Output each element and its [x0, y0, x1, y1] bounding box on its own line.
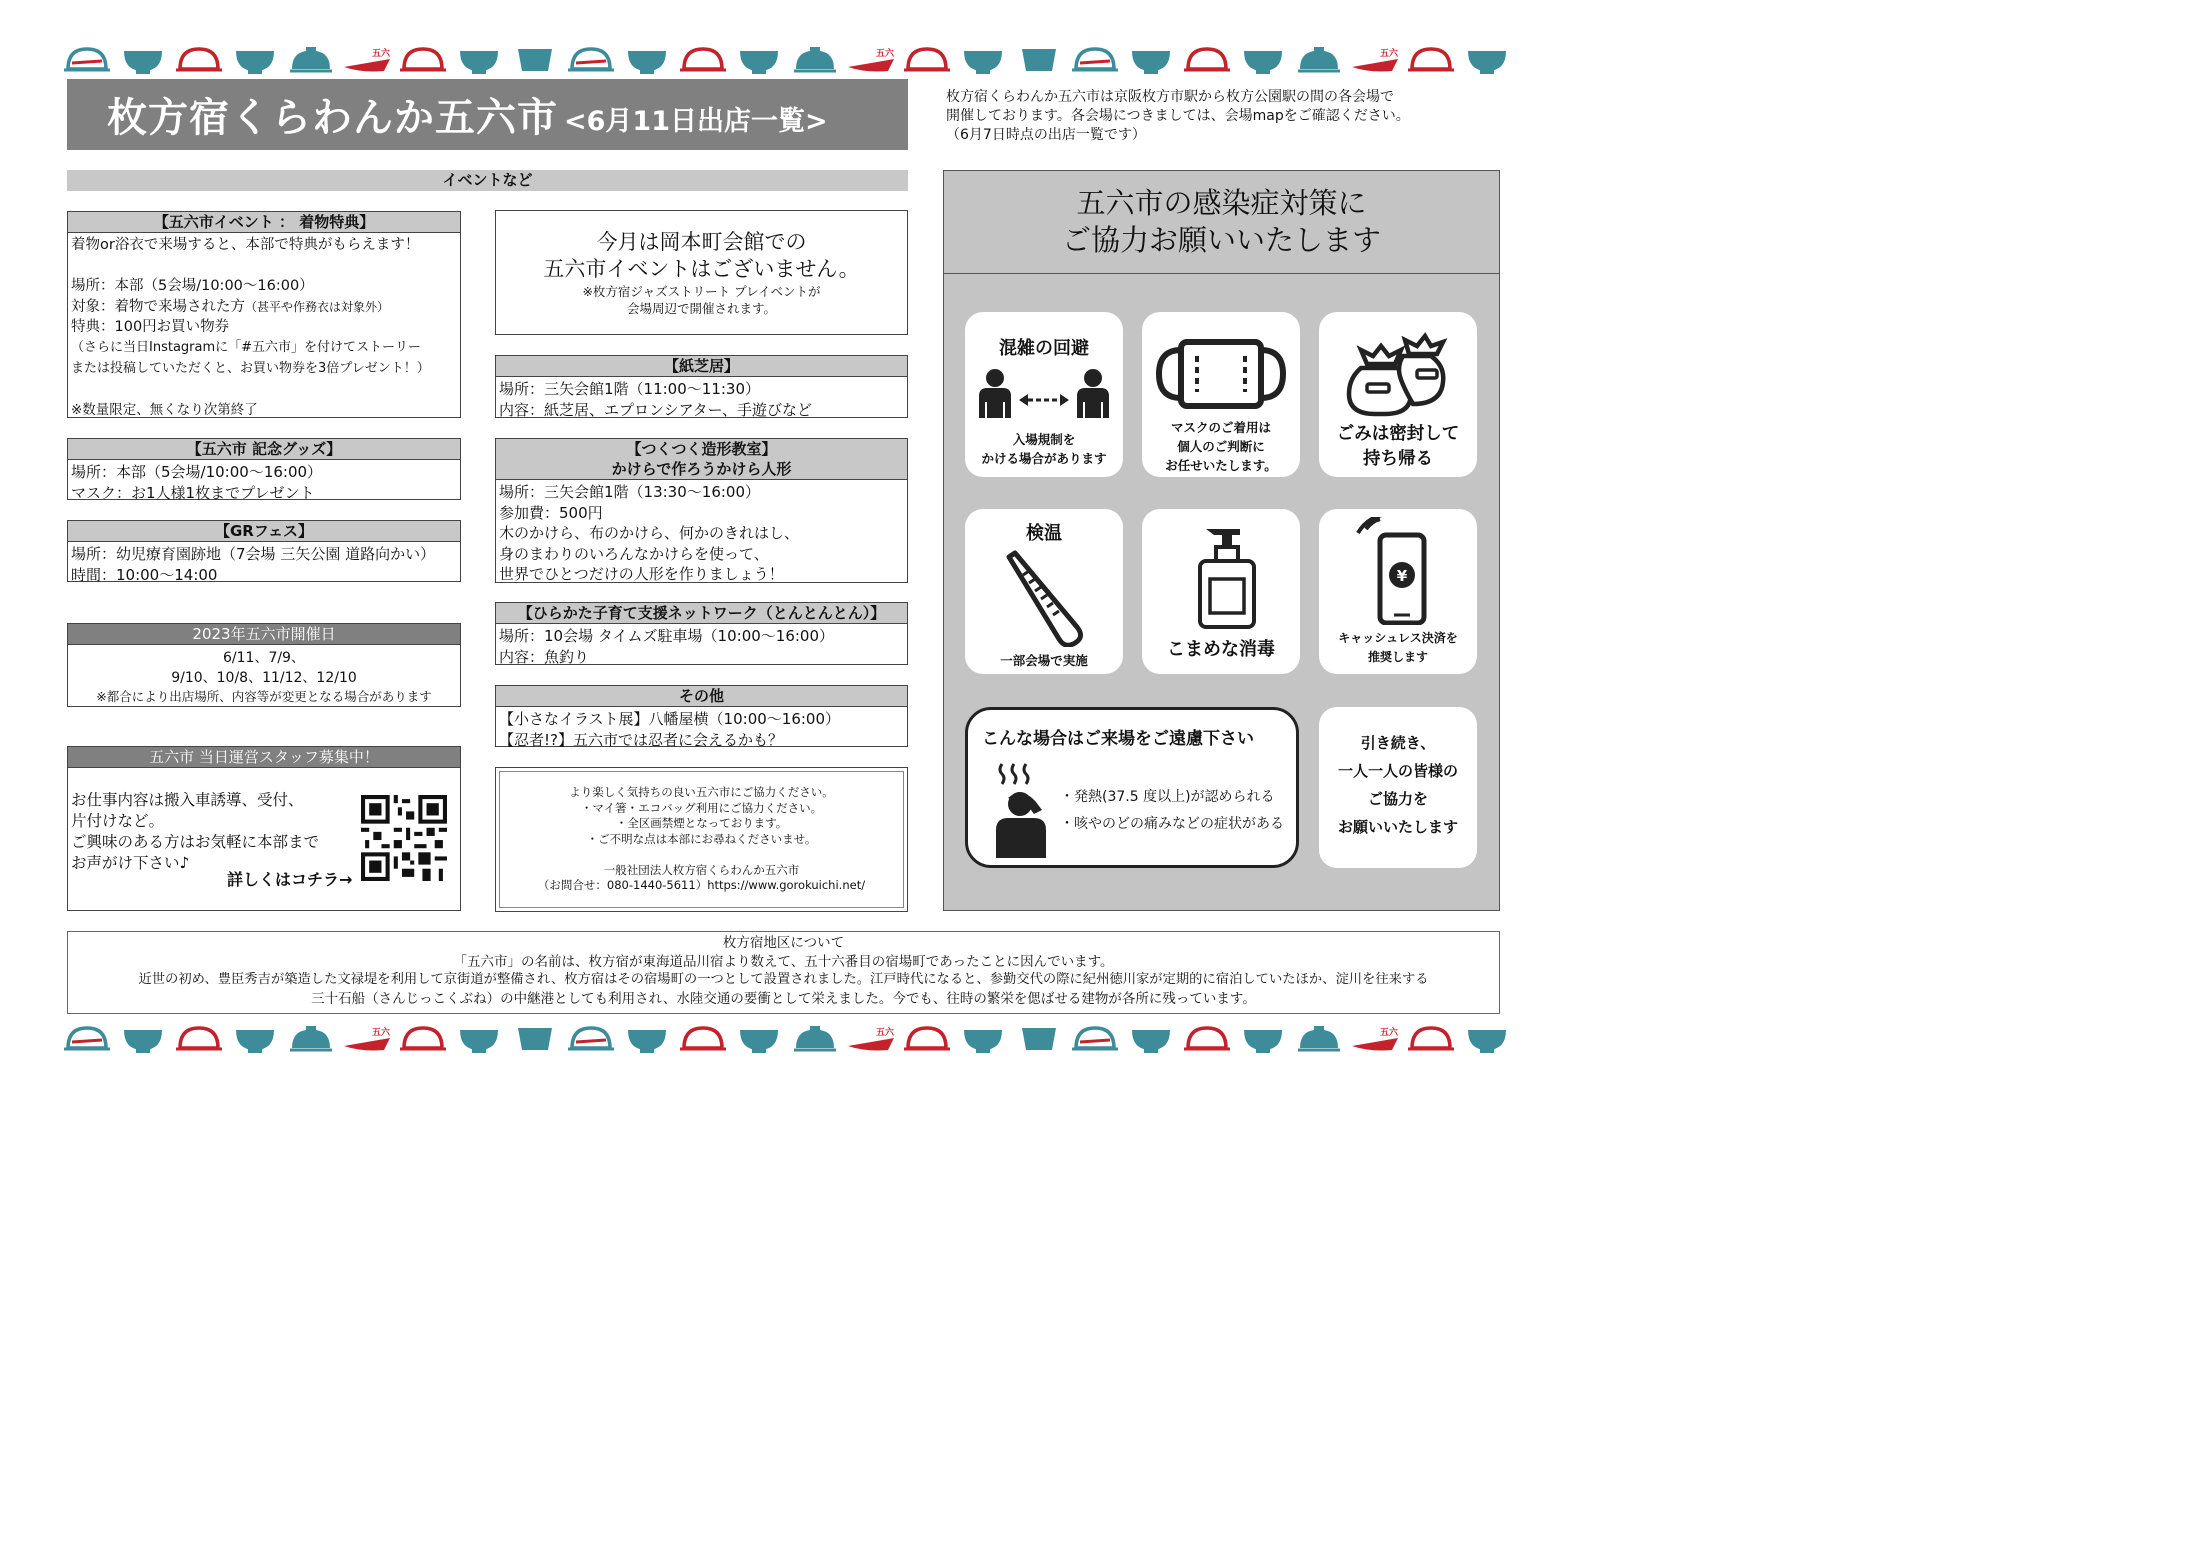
staff-heading: 五六市 当日運営スタッフ募集中！: [68, 747, 460, 768]
staff-box: [67, 746, 461, 911]
zoukei-line: 場所：三矢会館1階（13:30～16:00）: [499, 483, 760, 501]
jar-icon: [790, 43, 840, 75]
bottom-decoration-strip: [62, 1020, 1504, 1056]
organization-name: 一般社団法人枚方宿くらわんか五六市: [603, 862, 800, 877]
svg-text:五六: 五六: [372, 1028, 391, 1038]
cashless-card: [1319, 509, 1477, 674]
qr-code-icon[interactable]: [361, 795, 447, 881]
dates-box: [67, 623, 461, 707]
kimono-line: （さらに当日Instagramに「#五六市」を付けてストーリー: [71, 339, 422, 355]
sick-person-icon: [982, 760, 1068, 860]
notice-note: 会場周辺で開催されます。: [626, 301, 776, 316]
kimono-line: 対象：着物で来場された方: [71, 298, 245, 315]
bowl-icon: [1462, 43, 1512, 75]
cup-icon: [1014, 1022, 1064, 1054]
dates-note: ※都合により出店場所、内容等が変更となる場合があります: [96, 689, 432, 704]
dates-line: 9/10、10/8、11/12、12/10: [171, 670, 357, 686]
manners-line: より楽しく気持ちの良い五六市にご協力ください。: [569, 785, 834, 799]
zoukei-line: 世界でひとつだけの人形を作りましょう！: [499, 565, 784, 583]
thanks-text: 引き続き、: [1360, 734, 1436, 752]
other-box: [495, 685, 908, 747]
about-hirakata-box: [67, 931, 1500, 1014]
no-event-notice: [495, 210, 908, 335]
manners-note: [495, 767, 908, 912]
sanitize-card: [1142, 509, 1300, 674]
kimono-line: [71, 379, 457, 400]
bowl-icon: [622, 43, 672, 75]
lidded-bowl-icon: [1182, 1022, 1232, 1054]
staff-line: ご興味のある方はお気軽に本部まで: [71, 833, 320, 851]
bowl-icon: [118, 43, 168, 75]
other-line: 【小さなイラスト展】八幡屋横（10:00～16:00）: [499, 710, 841, 728]
bowl-icon: [958, 1022, 1008, 1054]
contact-info: （お問合せ：080-1440-5611）https://www.gorokuichi.net/: [537, 878, 866, 892]
kimono-event-box: [67, 211, 461, 418]
svg-text:¥: ¥: [1396, 567, 1408, 585]
bowl-icon: [734, 43, 784, 75]
refrain-item: ・咳やのどの痛みなどの症状がある: [1060, 816, 1284, 832]
boat-logo-icon: [1350, 43, 1400, 75]
intro-text: [946, 88, 1506, 145]
notice-line: 今月は岡本町会館での: [596, 230, 807, 254]
goods-line: 場所：本部（5会場/10:00～16:00）: [71, 463, 323, 481]
zoukei-subheading: かけらで作ろうかけら人形: [611, 460, 792, 478]
lidded-bowl-icon: [62, 1022, 112, 1054]
thanks-text: お願いいたします: [1337, 818, 1458, 836]
manners-line: ・全区画禁煙となっております。: [615, 816, 788, 830]
kosodate-box: [495, 602, 908, 665]
lidded-bowl-icon: [174, 43, 224, 75]
temperature-text: 一部会場で実施: [1000, 653, 1088, 668]
kosodate-line: 内容：魚釣り: [499, 648, 590, 666]
cashless-text: 推奨します: [1367, 650, 1428, 664]
jar-icon: [286, 43, 336, 75]
mask-text: 個人のご判断に: [1177, 439, 1265, 454]
gr-fes-box: [67, 520, 461, 582]
kimono-line: 特典：100円お買い物券: [71, 319, 230, 336]
smartphone-payment-icon: [1348, 517, 1448, 625]
manners-line: [496, 847, 907, 863]
svg-text:五六: 五六: [1380, 1028, 1399, 1038]
kimono-line: 着物or浴衣で来場すると、本部で特典がもらえます！: [71, 237, 420, 253]
dates-heading: 2023年五六市開催日: [68, 624, 460, 645]
sanitize-text: こまめな消毒: [1167, 639, 1275, 660]
notice-note: ※枚方宿ジャズストリート プレイベントが: [582, 284, 821, 299]
trash-text: ごみは密封して: [1336, 424, 1460, 444]
lidded-bowl-icon: [566, 1022, 616, 1054]
about-line: 「五六市」の名前は、枚方宿が東海道品川宿より数えて、五十六番目の宿場町であったことに因んでいます。: [453, 953, 1114, 970]
staff-details-link[interactable]: 詳しくはコチラ→: [227, 870, 353, 889]
lidded-bowl-icon: [1406, 1022, 1456, 1054]
lidded-bowl-icon: [678, 43, 728, 75]
page-subtitle: <6月11日出店一覧>: [564, 106, 828, 137]
refrain-title: こんな場合はご来場をご遠慮下さい: [982, 729, 1254, 749]
bowl-icon: [1126, 43, 1176, 75]
intro-line: 枚方宿くらわんか五六市は京阪枚方市駅から枚方公園駅の間の各会場で: [946, 89, 1394, 105]
zoukei-box: [495, 438, 908, 583]
lidded-bowl-icon: [174, 1022, 224, 1054]
cup-icon: [510, 1022, 560, 1054]
zoukei-heading: 【つくつく造形教室】: [626, 440, 777, 458]
bowl-icon: [734, 1022, 784, 1054]
kamishibai-box: [495, 355, 908, 418]
goods-heading: 【五六市 記念グッズ】: [68, 439, 460, 460]
temperature-card: [965, 509, 1123, 674]
page-title: 枚方宿くらわんか五六市: [107, 95, 558, 141]
trash-card: [1319, 312, 1477, 477]
lidded-bowl-icon: [678, 1022, 728, 1054]
bowl-icon: [230, 1022, 280, 1054]
top-decoration-strip: [62, 41, 1504, 77]
bowl-icon: [1238, 43, 1288, 75]
intro-line: 開催しております。各会場につきましては、会場mapをご確認ください。: [946, 108, 1410, 124]
lidded-bowl-icon: [902, 1022, 952, 1054]
jar-icon: [1294, 43, 1344, 75]
sanitizer-bottle-icon: [1176, 519, 1266, 631]
bowl-icon: [118, 1022, 168, 1054]
boat-logo-icon: [846, 1022, 896, 1054]
kimono-line: [71, 256, 457, 277]
thanks-text: 一人一人の皆様の: [1337, 762, 1458, 780]
kimono-line: または投稿していただくと、お買い物券を3倍プレゼント！）: [71, 360, 430, 376]
avoid-crowd-title: 混雑の回避: [999, 338, 1089, 359]
social-distance-icon: [969, 366, 1119, 424]
staff-line: お仕事内容は搬入車誘導、受付、: [71, 791, 304, 809]
kosodate-line: 場所：10会場 タイムズ駐車場（10:00～16:00）: [499, 627, 835, 645]
bowl-icon: [1238, 1022, 1288, 1054]
mask-icon: [1151, 334, 1291, 414]
bowl-icon: [622, 1022, 672, 1054]
manners-line: ・マイ箸・エコバッグ利用にご協力ください。: [580, 800, 823, 815]
lidded-bowl-icon: [1406, 43, 1456, 75]
bowl-icon: [1126, 1022, 1176, 1054]
staff-line: お声がけ下さい♪: [71, 854, 190, 872]
svg-text:五六: 五六: [876, 1028, 895, 1038]
zoukei-line: 身のまわりのいろんなかけらを使って、: [499, 544, 769, 563]
svg-text:五六: 五六: [1380, 49, 1399, 59]
lidded-bowl-icon: [1070, 43, 1120, 75]
kimono-event-heading: 【五六市イベント ： 着物特典】: [68, 212, 460, 233]
infection-heading-line: ご協力お願いいたします: [1061, 223, 1381, 257]
boat-logo-icon: [342, 43, 392, 75]
gr-fes-line: 場所：幼児療育園跡地（7会場 三矢公園 道路向かい）: [71, 545, 436, 563]
thermometer-icon: [979, 547, 1109, 647]
gr-fes-heading: 【GRフェス】: [68, 521, 460, 542]
kamishibai-line: 場所：三矢会館1階（11:00～11:30）: [499, 380, 760, 398]
lidded-bowl-icon: [398, 1022, 448, 1054]
lidded-bowl-icon: [566, 43, 616, 75]
jar-icon: [790, 1022, 840, 1054]
infection-heading-line: 五六市の感染症対策に: [1076, 186, 1367, 220]
bowl-icon: [958, 43, 1008, 75]
thanks-card: [1319, 707, 1477, 868]
svg-text:五六: 五六: [876, 49, 895, 59]
mask-text: お任せいたします。: [1165, 458, 1277, 473]
boat-logo-icon: [342, 1022, 392, 1054]
kamishibai-line: 内容：紙芝居、エプロンシアター、手遊びなど: [499, 401, 812, 419]
thanks-text: ご協力を: [1367, 790, 1428, 808]
zoukei-line: 木のかけら、布のかけら、何かのきれはし、: [499, 524, 800, 542]
lidded-bowl-icon: [1070, 1022, 1120, 1054]
boat-logo-icon: [846, 43, 896, 75]
kosodate-heading: 【ひらかた子育て支援ネットワーク（とんとんとん）】: [496, 603, 907, 624]
bowl-icon: [454, 43, 504, 75]
manners-line: ・ご不明な点は本部にお尋ねくださいませ。: [586, 831, 817, 846]
bowl-icon: [454, 1022, 504, 1054]
cashless-text: キャッシュレス決済を: [1338, 631, 1458, 645]
boat-logo-icon: [1350, 1022, 1400, 1054]
jar-icon: [286, 1022, 336, 1054]
infection-heading: [944, 171, 1499, 274]
about-line: 近世の初め、豊臣秀吉が築造した文禄堤を利用して京街道が整備され、枚方宿はその宿場町の一つとして設置されました。江戸時代になると、参勤交代の際に紀州徳川家が定期的に宿泊していたほか、淀川を往来する: [138, 972, 1429, 987]
trash-bag-icon: [1343, 328, 1453, 418]
avoid-crowd-text: 入場規制を: [1012, 432, 1076, 447]
mask-text: マスクのご着用は: [1170, 420, 1271, 435]
mask-card: [1142, 312, 1300, 477]
other-heading: その他: [496, 686, 907, 707]
goods-line: マスク：お1人様1枚までプレゼント: [71, 484, 315, 502]
lidded-bowl-icon: [902, 43, 952, 75]
dates-line: 6/11、7/9、: [223, 650, 305, 666]
events-section-heading: イベントなど: [67, 170, 908, 191]
about-title: 枚方宿地区について: [722, 935, 845, 951]
kimono-target-note: （甚平や作務衣は対象外）: [245, 299, 390, 314]
notice-line: 五六市イベントはございません。: [543, 257, 860, 281]
refrain-item: ・発熱(37.5 度以上)が認められる: [1060, 789, 1275, 805]
trash-text: 持ち帰る: [1363, 449, 1433, 469]
kamishibai-heading: 【紙芝居】: [496, 356, 907, 377]
infection-measures-panel: [943, 170, 1500, 911]
bowl-icon: [1462, 1022, 1512, 1054]
bowl-icon: [230, 43, 280, 75]
lidded-bowl-icon: [398, 43, 448, 75]
cup-icon: [1014, 43, 1064, 75]
zoukei-line: 参加費：500円: [499, 503, 603, 522]
kimono-line: ※数量限定、無くなり次第終了: [71, 401, 258, 418]
about-line: 三十石船（さんじっこくぶね）の中継港としても利用され、水陸交通の要衝として栄えました。今でも、往時の繁栄を偲ばせる建物が各所に残っています。: [311, 990, 1256, 1007]
avoid-crowd-card: [965, 312, 1123, 477]
staff-line: 片付けなど。: [71, 812, 165, 830]
lidded-bowl-icon: [62, 43, 112, 75]
refrain-card: [965, 707, 1299, 868]
other-line: 【忍者!?】五六市では忍者に会えるかも？: [499, 731, 783, 749]
goods-box: [67, 438, 461, 500]
temperature-title: 検温: [1026, 523, 1062, 544]
intro-line: （6月7日時点の出店一覧です）: [946, 127, 1146, 143]
cup-icon: [510, 43, 560, 75]
page-title-bar: [67, 79, 908, 150]
gr-fes-line: 時間：10:00～14:00: [71, 566, 218, 584]
svg-text:五六: 五六: [372, 49, 391, 59]
avoid-crowd-text: かける場合があります: [981, 451, 1107, 466]
lidded-bowl-icon: [1182, 43, 1232, 75]
jar-icon: [1294, 1022, 1344, 1054]
kimono-line: 場所：本部（5会場/10:00～16:00）: [71, 278, 314, 295]
